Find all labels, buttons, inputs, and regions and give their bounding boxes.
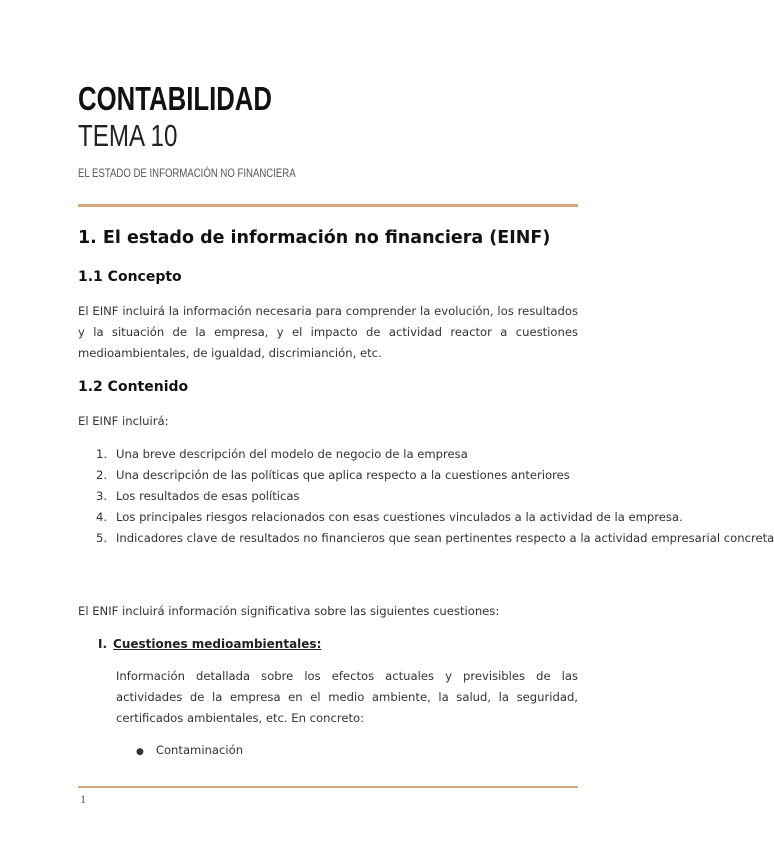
roman-heading — [98, 637, 321, 651]
list-item — [78, 444, 578, 465]
list-number: 3. — [96, 489, 108, 503]
list-number: 4. — [96, 510, 108, 524]
subsection-heading-concepto: 1.1 Concepto — [78, 269, 182, 285]
page-number: 1 — [80, 792, 86, 806]
doc-topic: EL ESTADO DE INFORMACIÓN NO FINANCIERA — [78, 166, 296, 180]
bullet-item — [136, 740, 636, 763]
bullet-text: Contaminación — [155, 743, 244, 757]
list-text: Los principales riesgos relacionados con esas cuestiones vinculados a la actividad de la empresa. — [116, 510, 683, 524]
bullet-icon: ● — [136, 747, 144, 757]
roman-number: I. — [98, 637, 108, 651]
list-text: Indicadores clave de resultados no financieros que sean pertinentes respecto a la actividad empresarial concreta — [116, 531, 774, 545]
list-item — [78, 486, 578, 507]
footer-divider — [78, 786, 578, 788]
numbered-list — [78, 444, 774, 549]
concepto-paragraph: El EINF incluirá la información necesaria para comprender la evolución, los resultados y la situación de la empresa, y el impacto de actividad reactor a cuestiones medioambientales, de igualdad, discrimianción, etc. — [78, 304, 578, 360]
list-text: Una breve descripción del modelo de negocio de la empresa — [116, 447, 468, 461]
list-number: 5. — [96, 531, 108, 545]
list-item — [78, 528, 774, 549]
roman-label: Cuestiones medioambientales: — [113, 637, 322, 651]
list-number: 1. — [96, 447, 108, 461]
medioambiente-paragraph: Información detallada sobre los efectos actuales y previsibles de las actividades de la empresa en el medio ambiente, la salud, la seguridad, certificados ambientales, etc. En concreto: — [116, 669, 578, 725]
contenido-intro: El EINF incluirá: — [78, 414, 169, 428]
subsection-heading-contenido: 1.2 Contenido — [78, 379, 189, 395]
list-text: Una descripción de las políticas que aplica respecto a la cuestiones anteriores — [116, 468, 570, 482]
cuestiones-intro: El ENIF incluirá información significativa sobre las siguientes cuestiones: — [78, 604, 500, 618]
doc-subtitle: TEMA 10 — [78, 118, 178, 153]
doc-title: CONTABILIDAD — [78, 80, 272, 117]
list-item — [78, 465, 578, 486]
header-divider — [78, 204, 578, 207]
list-text: Los resultados de esas políticas — [116, 489, 300, 503]
list-item — [78, 507, 683, 528]
list-number: 2. — [96, 468, 108, 482]
section-heading: 1. El estado de información no financiera (EINF) — [78, 228, 551, 248]
